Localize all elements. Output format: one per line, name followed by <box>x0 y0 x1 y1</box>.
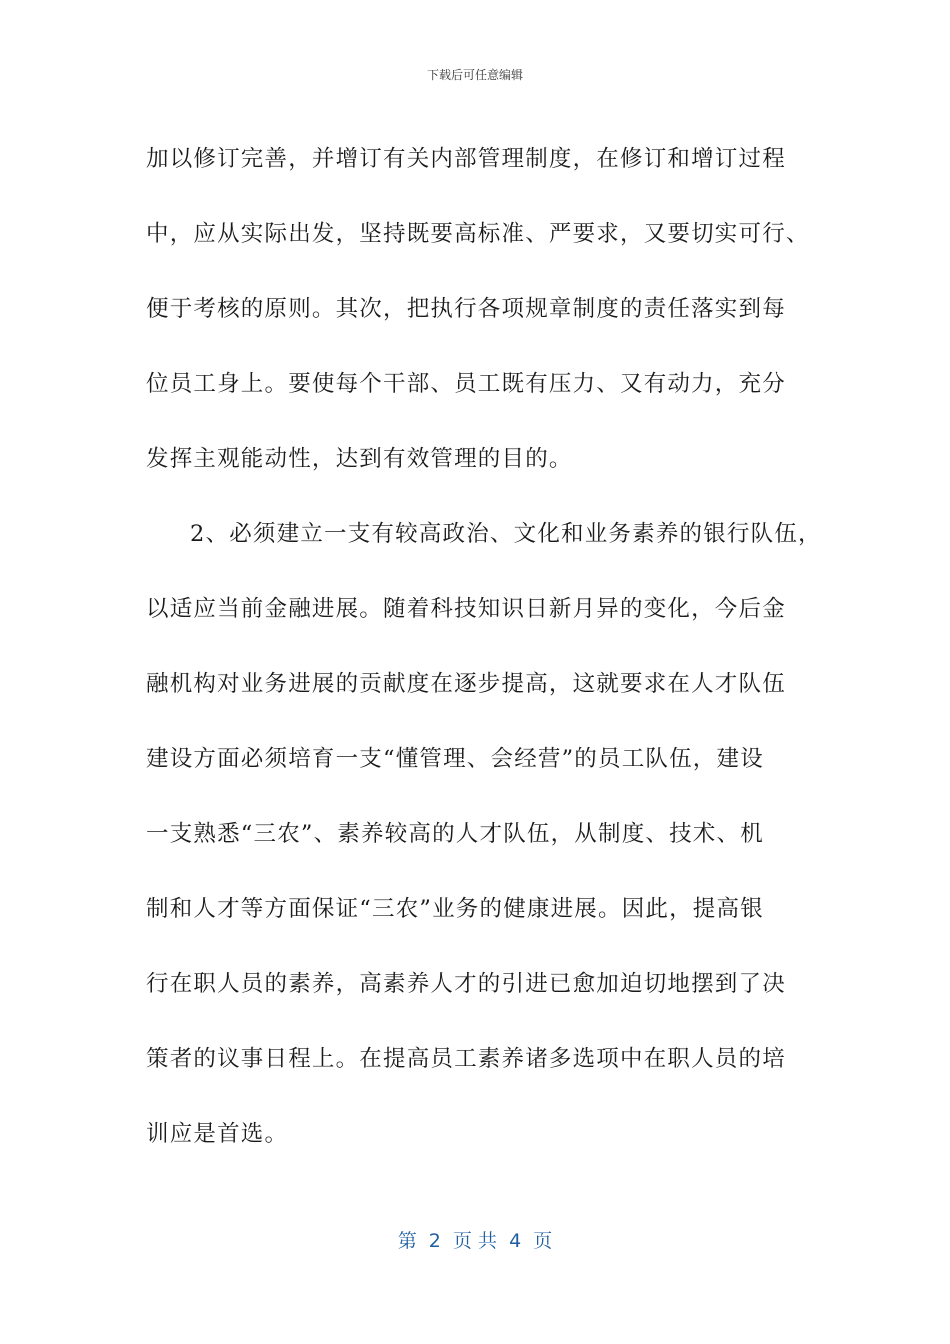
text-line: 以适应当前金融进展。随着科技知识日新月异的变化，今后金 <box>146 596 786 622</box>
page-number-footer: 第 2 页 共 4 页 <box>397 1230 553 1252</box>
text-line: 行在职人员的素养，高素养人才的引进已愈加迫切地摆到了决 <box>146 971 786 997</box>
text-line: 中，应从实际出发，坚持既要高标准、严要求，又要切实可行、 <box>146 221 810 247</box>
text-line: 便于考核的原则。其次，把执行各项规章制度的责任落实到每 <box>146 296 786 322</box>
text-line: 建设方面必须培育一支“懂管理、会经营”的员工队伍，建设 <box>146 746 764 772</box>
text-line: 策者的议事日程上。在提高员工素养诸多选项中在职人员的培 <box>146 1046 786 1072</box>
text-line: 加以修订完善，并增订有关内部管理制度，在修订和增订过程 <box>146 146 786 172</box>
text-line: 发挥主观能动性，达到有效管理的目的。 <box>146 446 573 472</box>
text-line: 一支熟悉“三农”、素养较高的人才队伍，从制度、技术、机 <box>146 821 764 847</box>
text-line: 融机构对业务进展的贡献度在逐步提高，这就要求在人才队伍 <box>146 671 786 697</box>
text-line: 位员工身上。要使每个干部、员工既有压力、又有动力，充分 <box>146 371 786 397</box>
text-line: 制和人才等方面保证“三农”业务的健康进展。因此，提高银 <box>146 896 764 922</box>
text-line: 2、必须建立一支有较高政治、文化和业务素养的银行队伍， <box>190 521 822 547</box>
document-body <box>146 122 826 1172</box>
text-line: 训应是首选。 <box>146 1121 289 1147</box>
page-header: 下载后可任意编辑 <box>426 68 523 82</box>
